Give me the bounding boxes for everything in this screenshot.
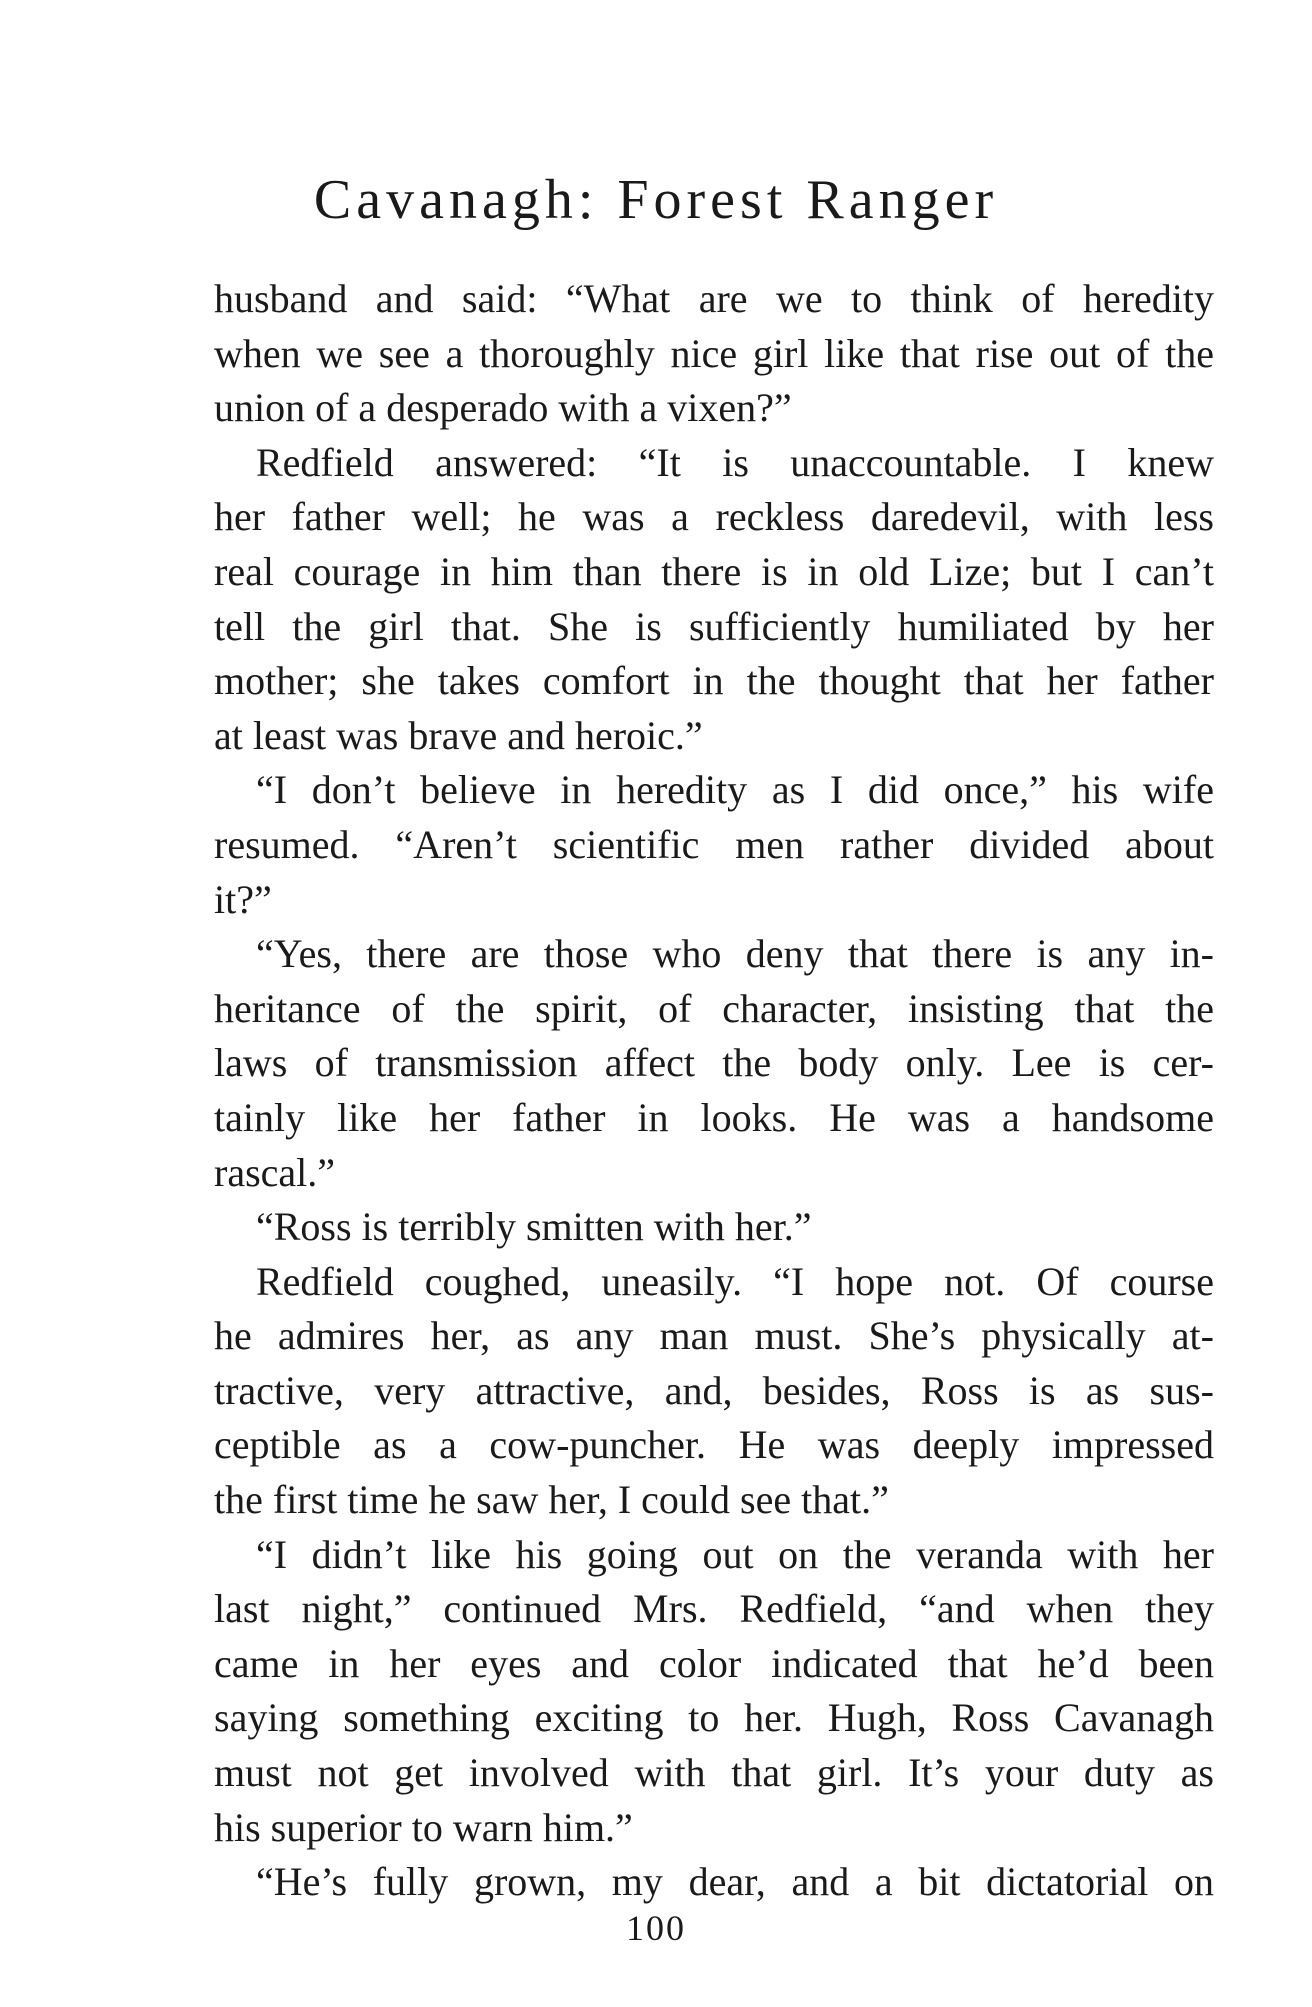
body-text: [214, 272, 1214, 1910]
text-line: when we see a thoroughly nice girl like that rise out of the: [214, 330, 1214, 376]
text-line: rascal.”: [214, 1149, 336, 1195]
text-line: “Ross is terribly smitten with her.”: [256, 1204, 812, 1250]
text-line: last night,” continued Mrs. Redfield, “and when they: [214, 1586, 1214, 1632]
text-line: his superior to warn him.”: [214, 1804, 633, 1850]
text-line: tell the girl that. She is sufficiently humiliated by her: [214, 603, 1214, 649]
text-line: union of a desperado with a vixen?”: [214, 385, 792, 431]
text-line: it?”: [214, 876, 272, 922]
text-line: must not get involved with that girl. It’s your duty as: [214, 1750, 1214, 1796]
text-line: husband and said: “What are we to think of heredity: [214, 276, 1214, 321]
text-line: heritance of the spirit, of character, insisting that the: [214, 985, 1214, 1031]
text-line: tainly like her father in looks. He was a handsome: [214, 1094, 1214, 1140]
running-head-title: Cavanagh: Forest Ranger: [313, 169, 999, 231]
text-line: mother; she takes comfort in the thought that her father: [214, 658, 1214, 704]
text-line: Redfield answered: “It is unaccountable. I knew: [256, 439, 1214, 485]
text-line: Redfield coughed, uneasily. “I hope not. Of course: [256, 1258, 1214, 1304]
text-line: “Yes, there are those who deny that there is any in-: [256, 931, 1214, 977]
text-line: he admires her, as any man must. She’s physically at-: [214, 1313, 1214, 1359]
text-line: came in her eyes and color indicated that he’d been: [214, 1640, 1214, 1686]
text-line: resumed. “Aren’t scientific men rather divided about: [214, 821, 1214, 867]
text-line: “I don’t believe in heredity as I did once,” his wife: [256, 767, 1214, 813]
text-line: “I didn’t like his going out on the veranda with her: [256, 1531, 1214, 1577]
text-line: the first time he saw her, I could see that.”: [214, 1477, 889, 1523]
text-line: laws of transmission affect the body only. Lee is cer-: [214, 1040, 1214, 1086]
text-line: at least was brave and heroic.”: [214, 712, 703, 758]
text-line: her father well; he was a reckless daredevil, with less: [214, 494, 1214, 540]
text-line: real courage in him than there is in old Lize; but I can’t: [214, 548, 1214, 594]
text-line: “He’s fully grown, my dear, and a bit dictatorial on: [256, 1859, 1214, 1905]
text-line: saying something exciting to her. Hugh, Ross Cavanagh: [214, 1695, 1214, 1741]
text-line: ceptible as a cow-puncher. He was deeply impressed: [214, 1422, 1214, 1468]
text-line: tractive, very attractive, and, besides, Ross is as sus-: [214, 1367, 1214, 1413]
page-number: 100: [626, 1908, 686, 1948]
